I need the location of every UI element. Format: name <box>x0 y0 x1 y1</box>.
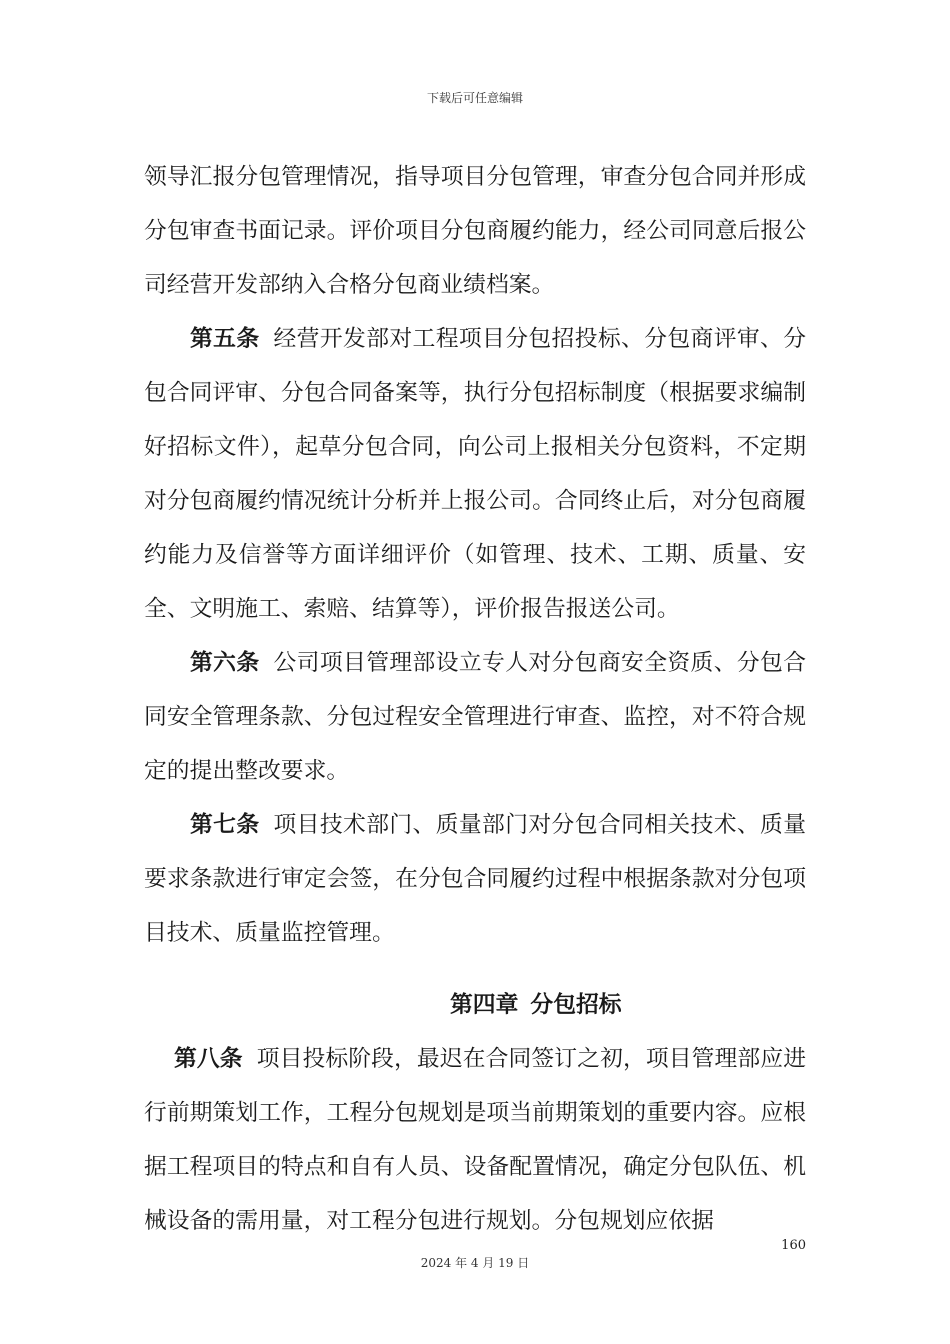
page-header: 下载后可任意编辑 <box>426 91 523 105</box>
chapter-heading <box>144 978 806 1032</box>
article-6 <box>144 636 806 798</box>
chapter-number: 第四章 <box>450 992 519 1018</box>
article-7-text: 项目技术部门、质量部门对分包合同相关技术、质量要求条款进行审定会签，在分包合同履约过程中根据条款对分包项目技术、质量监控管理。 <box>144 812 807 946</box>
article-5-label: 第五条 <box>190 326 260 352</box>
footer-date: 2024 年 4 月 19 日 <box>420 1256 530 1270</box>
article-6-label: 第六条 <box>190 650 260 676</box>
page-number: 160 <box>781 1238 806 1253</box>
article-8 <box>144 1032 806 1248</box>
paragraph-continuation: 领导汇报分包管理情况，指导项目分包管理，审查分包合同并形成分包审查书面记录。评价项目分包商履约能力，经公司同意后报公司经营开发部纳入合格分包商业绩档案。 <box>144 164 806 298</box>
article-8-label: 第八条 <box>174 1046 243 1072</box>
article-5 <box>144 312 806 636</box>
chapter-title: 分包招标 <box>530 992 622 1018</box>
article-7-label: 第七条 <box>190 812 260 838</box>
article-8-text: 项目投标阶段，最迟在合同签订之初，项目管理部应进行前期策划工作，工程分包规划是项当前期策划的重要内容。应根据工程项目的特点和自有人员、设备配置情况，确定分包队伍、机械设备的需用量，对工程分包进行规划。分包规划应依据 <box>144 1046 807 1234</box>
article-6-text: 公司项目管理部设立专人对分包商安全资质、分包合同安全管理条款、分包过程安全管理进行审查、监控，对不符合规定的提出整改要求。 <box>144 650 807 784</box>
document-body <box>144 150 806 1248</box>
article-7 <box>144 798 806 960</box>
article-5-text: 经营开发部对工程项目分包招投标、分包商评审、分包合同评审、分包合同备案等，执行分包招标制度（根据要求编制好招标文件），起草分包合同，向公司上报相关分包资料，不定期对分包商履约情况统计分析并上报公司。合同终止后，对分包商履约能力及信誉等方面详细评价（如管理、技术、工期、质量、安全、文明施工、索赔、结算等），评价报告报送公司。 <box>144 326 807 622</box>
